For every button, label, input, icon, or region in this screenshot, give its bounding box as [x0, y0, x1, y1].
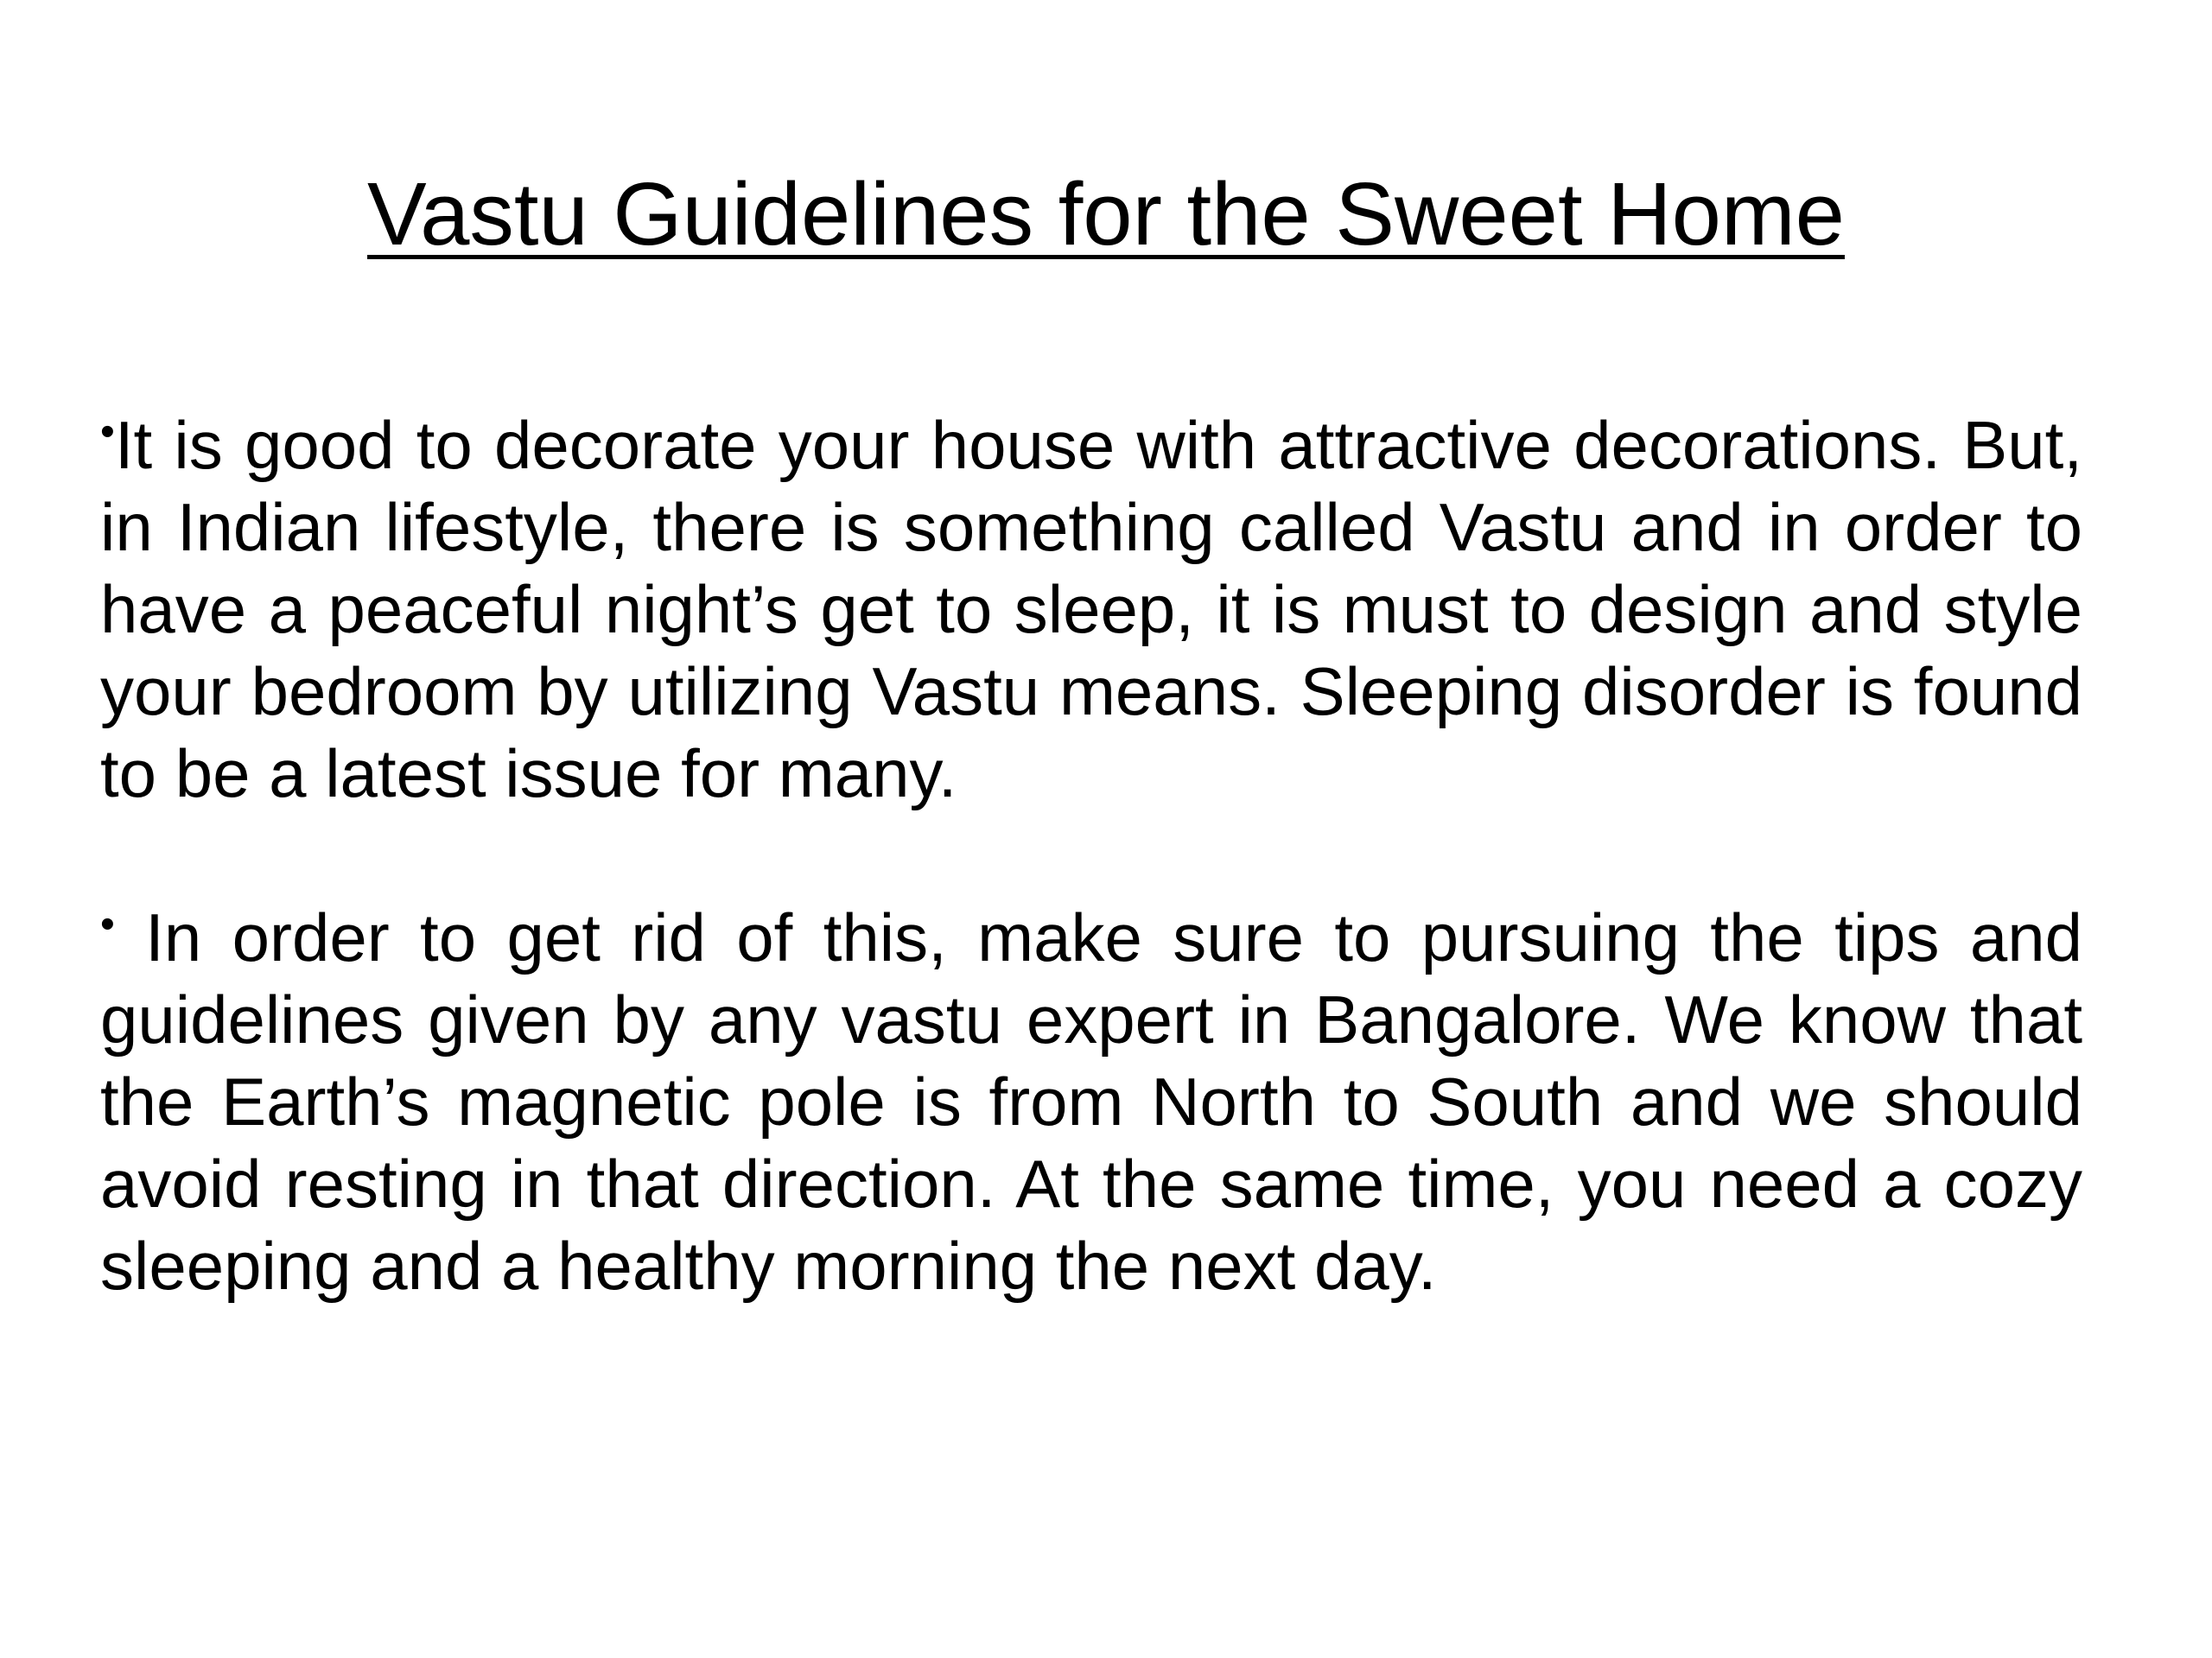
slide-title-text: Vastu Guidelines for the Sweet Home [367, 164, 1845, 264]
bullet-item [100, 897, 2082, 1307]
bullet-icon: • [100, 409, 115, 455]
bullet-icon: • [100, 901, 115, 948]
bullet-text: It is good to decorate your house with attractive decorations. But, in Indian lifestyle, there is something called Vastu and in order to have a peaceful night’s get to sleep, it is must to design and style your bedroom by utilizing Vastu means. Sleeping disorder is found to be a latest issue for many. [100, 407, 2082, 811]
bullet-item [100, 404, 2082, 815]
bullet-text: In order to get rid of this, make sure to pursuing the tips and guidelines given by any vastu expert in Bangalore. We know that the Earth’s magnetic pole is from North to South and we should avoid resting in that direction. At the same time, you need a cozy sleeping and a healthy morning the next day. [100, 899, 2082, 1304]
slide-body [100, 404, 2082, 1307]
slide-title [0, 162, 2212, 266]
